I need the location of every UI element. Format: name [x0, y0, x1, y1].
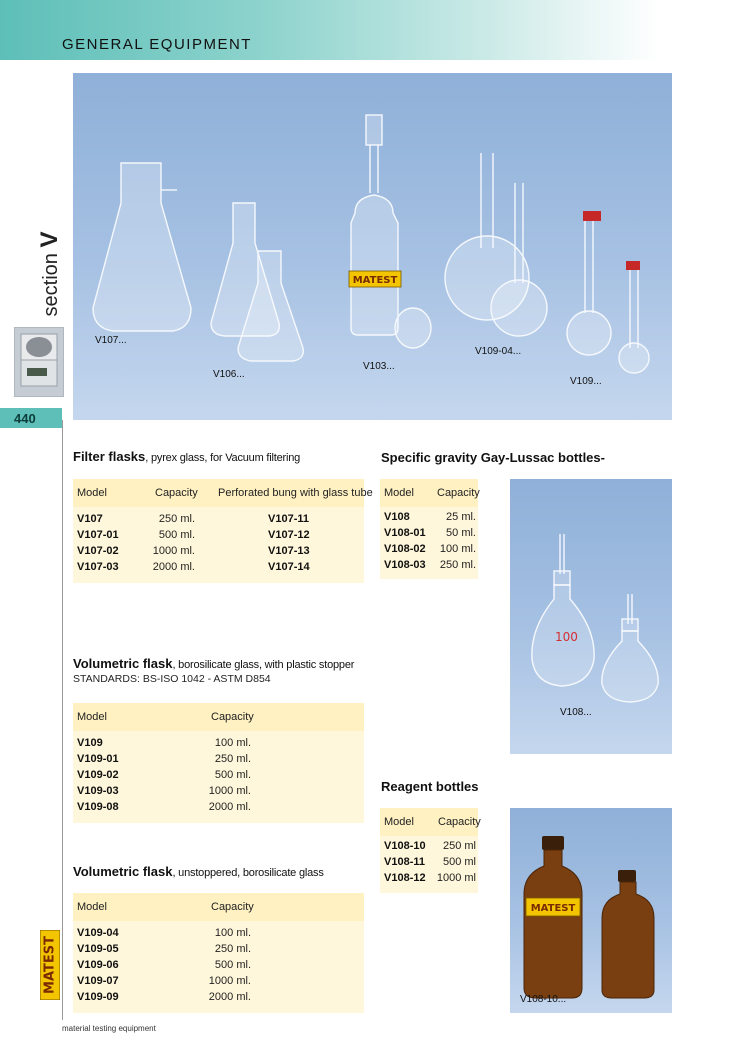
cell-capacity: 100 ml. [214, 927, 251, 939]
table-row [73, 753, 364, 769]
page-number: 440 [14, 411, 36, 426]
cell-model: V107-02 [77, 545, 119, 557]
section-word: section [40, 253, 62, 317]
cell-model: V107 [77, 513, 103, 525]
cell-model: V108-03 [384, 559, 426, 571]
table-row [73, 975, 364, 991]
top-product-photo [73, 73, 672, 420]
table-row [380, 559, 478, 575]
cell-capacity: 25 ml. [446, 511, 476, 523]
cell-capacity: 1000 ml. [208, 785, 251, 797]
cell-capacity: 100 ml. [214, 737, 251, 749]
reagent-heading: Reagent bottles [381, 779, 479, 794]
table-row [380, 511, 478, 527]
table-header [73, 703, 364, 731]
table-row [73, 737, 364, 753]
cell-model: V109-09 [77, 991, 119, 1003]
table-row [73, 785, 364, 801]
cell-model: V108 [384, 511, 410, 523]
brand-logo [40, 930, 60, 1000]
header-model: Model [384, 487, 414, 499]
photo-label: V107... [95, 335, 127, 346]
footer-text: material testing equipment [62, 1024, 156, 1033]
gay-lussac-table [380, 479, 478, 579]
photo-label: V109-04... [475, 346, 522, 357]
volumetric-stopper-heading [73, 656, 354, 671]
table-row [380, 856, 478, 872]
cell-capacity: 2000 ml. [208, 991, 251, 1003]
header-model: Model [77, 487, 107, 499]
cell-model: V107-01 [77, 529, 119, 541]
balance-thumbnail [14, 327, 64, 397]
table-row [380, 840, 478, 856]
section-letter: V [36, 231, 63, 248]
section-title: Volumetric flask [73, 656, 173, 671]
section-subtitle: , unstoppered, borosilicate glass [172, 867, 324, 879]
cell-capacity: 1000 ml [436, 872, 476, 884]
bottle-logo-text: MATEST [352, 275, 398, 286]
section-subtitle: , borosilicate glass, with plastic stopper [172, 659, 355, 671]
table-row [73, 769, 364, 785]
table-row [73, 561, 364, 577]
volumetric-unstoppered-table [73, 893, 364, 1013]
stopper-red-icon [626, 261, 640, 270]
gay-lussac-photo [510, 479, 672, 754]
cell-capacity: 250 ml [442, 840, 476, 852]
cell-capacity: 1000 ml. [152, 545, 195, 557]
cell-capacity: 500 ml. [214, 769, 251, 781]
standards-text: STANDARDS: BS-ISO 1042 - ASTM D854 [73, 673, 271, 685]
margin-divider [62, 420, 63, 1020]
cell-model: V108-01 [384, 527, 426, 539]
header-bung: Perforated bung with glass tube [218, 487, 373, 499]
cell-capacity: 500 ml [442, 856, 476, 868]
photo-label: V109... [570, 376, 602, 387]
table-row [73, 927, 364, 943]
cell-model: V108-10 [384, 840, 426, 852]
header-capacity: Capacity [437, 487, 480, 499]
cell-capacity: 250 ml. [158, 513, 195, 525]
table-row [73, 545, 364, 561]
header-model: Model [77, 711, 107, 723]
header-capacity: Capacity [211, 711, 254, 723]
cell-bung: V107-13 [268, 545, 310, 557]
cell-capacity: 250 ml. [214, 753, 251, 765]
table-row [380, 527, 478, 543]
cell-model: V109-02 [77, 769, 119, 781]
reagent-photo [510, 808, 672, 1013]
cell-model: V109 [77, 737, 103, 749]
section-title: Volumetric flask [73, 864, 173, 879]
photo-label: V103... [363, 361, 395, 372]
cell-bung: V107-12 [268, 529, 310, 541]
reagent-illustration [510, 808, 672, 1013]
reagent-table [380, 808, 481, 893]
table-row [380, 872, 478, 888]
header-model: Model [77, 901, 107, 913]
cell-model: V109-07 [77, 975, 119, 987]
header-model: Model [384, 816, 414, 828]
brand-logo-text: MATEST [42, 936, 58, 994]
table-row [73, 801, 364, 817]
photo-label: V108-10... [520, 994, 567, 1005]
cell-capacity: 1000 ml. [208, 975, 251, 987]
cell-model: V109-01 [77, 753, 119, 765]
cell-capacity: 100 ml. [439, 543, 476, 555]
cell-model: V108-12 [384, 872, 426, 884]
page-header-title: GENERAL EQUIPMENT [62, 36, 252, 53]
bottle-logo-text: MATEST [530, 903, 576, 914]
table-header [380, 808, 481, 836]
cell-model: V108-02 [384, 543, 426, 555]
cell-model: V109-06 [77, 959, 119, 971]
table-header [73, 893, 364, 921]
gay-lussac-heading: Specific gravity Gay-Lussac bottles- [381, 450, 605, 465]
cell-bung: V107-14 [268, 561, 310, 573]
cell-model: V108-11 [384, 856, 425, 868]
cell-model: V109-05 [77, 943, 119, 955]
table-row [73, 943, 364, 959]
cell-model: V109-04 [77, 927, 119, 939]
cell-capacity: 50 ml. [446, 527, 476, 539]
flask-volume-mark: 100 [555, 630, 578, 644]
volumetric-stopper-table [73, 703, 364, 823]
cell-capacity: 2000 ml. [208, 801, 251, 813]
cell-capacity: 500 ml. [214, 959, 251, 971]
table-row [73, 513, 364, 529]
section-title: Filter flasks [73, 449, 146, 464]
cell-bung: V107-11 [268, 513, 309, 525]
header-capacity: Capacity [155, 487, 198, 499]
section-subtitle: , pyrex glass, for Vacuum filtering [145, 452, 301, 464]
section-label [20, 225, 80, 325]
cell-capacity: 2000 ml. [152, 561, 195, 573]
stopper-red-icon [583, 211, 601, 221]
photo-label: V106... [213, 369, 245, 380]
header-capacity: Capacity [438, 816, 481, 828]
table-row [73, 959, 364, 975]
cell-capacity: 250 ml. [439, 559, 476, 571]
cell-model: V109-08 [77, 801, 119, 813]
table-row [73, 529, 364, 545]
table-header [380, 479, 478, 507]
table-row [73, 991, 364, 1007]
cell-capacity: 250 ml. [214, 943, 251, 955]
filter-flasks-heading [73, 449, 300, 464]
table-row [380, 543, 478, 559]
photo-label: V108... [560, 707, 592, 718]
volumetric-unstoppered-heading [73, 864, 324, 879]
cell-model: V107-03 [77, 561, 119, 573]
cell-model: V109-03 [77, 785, 119, 797]
table-header [73, 479, 373, 507]
filter-flasks-table [73, 479, 373, 583]
cell-capacity: 500 ml. [158, 529, 195, 541]
header-capacity: Capacity [211, 901, 254, 913]
